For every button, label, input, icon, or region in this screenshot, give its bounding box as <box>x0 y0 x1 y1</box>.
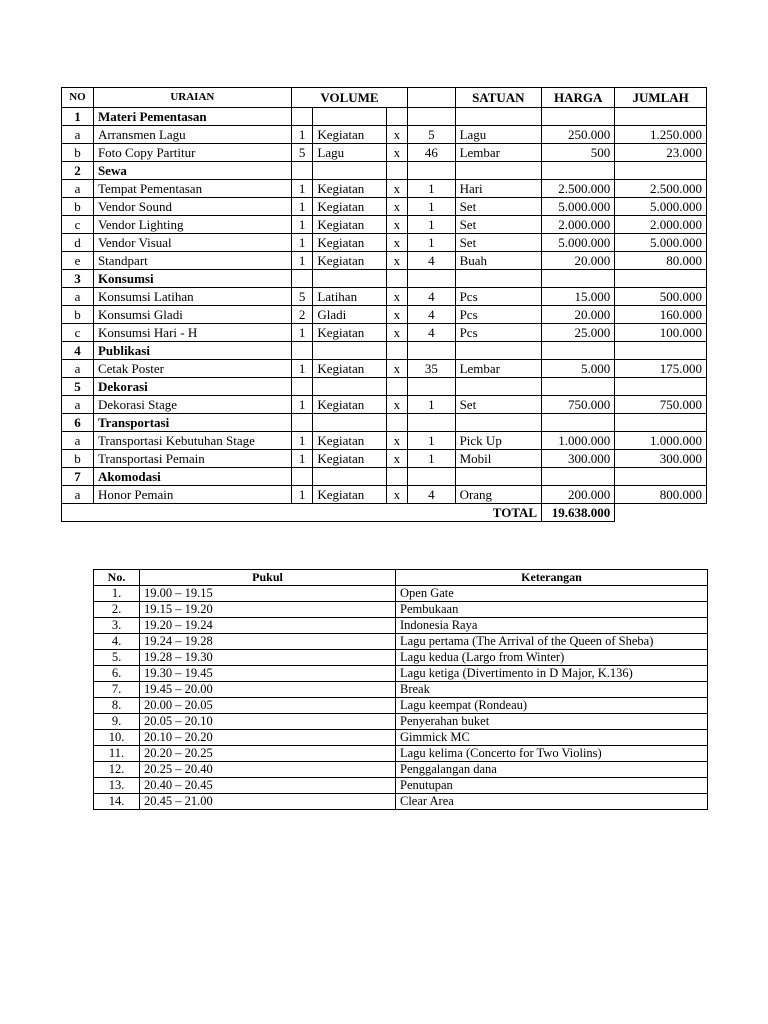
item-count: 4 <box>408 324 455 342</box>
empty-cell <box>542 468 615 486</box>
item-row <box>62 432 707 450</box>
section-row <box>62 414 707 432</box>
item-qty: 1 <box>291 180 313 198</box>
item-harga: 5.000.000 <box>542 198 615 216</box>
schedule-keterangan: Break <box>396 682 708 698</box>
schedule-row <box>94 746 708 762</box>
item-uraian: Transportasi Kebutuhan Stage <box>93 432 291 450</box>
empty-cell <box>455 414 542 432</box>
item-unit: Kegiatan <box>313 396 386 414</box>
header-harga: HARGA <box>542 88 615 108</box>
empty-cell <box>291 270 313 288</box>
budget-total-row <box>62 504 707 522</box>
schedule-pukul: 19.20 – 19.24 <box>140 618 396 634</box>
item-letter: e <box>62 252 94 270</box>
section-title: Sewa <box>93 162 291 180</box>
item-count: 4 <box>408 486 455 504</box>
item-times: x <box>386 288 408 306</box>
schedule-keterangan: Lagu keempat (Rondeau) <box>396 698 708 714</box>
empty-cell <box>408 108 455 126</box>
item-jumlah: 5.000.000 <box>615 234 707 252</box>
item-uraian: Transportasi Pemain <box>93 450 291 468</box>
schedule-row <box>94 650 708 666</box>
section-row <box>62 162 707 180</box>
section-number: 4 <box>62 342 94 360</box>
empty-cell <box>386 342 408 360</box>
item-uraian: Foto Copy Partitur <box>93 144 291 162</box>
item-letter: b <box>62 450 94 468</box>
item-jumlah: 500.000 <box>615 288 707 306</box>
item-count: 1 <box>408 216 455 234</box>
item-times: x <box>386 360 408 378</box>
item-jumlah: 5.000.000 <box>615 198 707 216</box>
schedule-no: 11. <box>94 746 140 762</box>
schedule-keterangan: Lagu pertama (The Arrival of the Queen of Sheba) <box>396 634 708 650</box>
item-satuan: Mobil <box>455 450 542 468</box>
item-letter: a <box>62 288 94 306</box>
item-unit: Kegiatan <box>313 126 386 144</box>
item-letter: a <box>62 486 94 504</box>
budget-header-row <box>62 88 707 108</box>
empty-cell <box>291 162 313 180</box>
item-count: 1 <box>408 432 455 450</box>
item-times: x <box>386 450 408 468</box>
section-number: 3 <box>62 270 94 288</box>
header-volume-extra <box>408 88 455 108</box>
item-row <box>62 216 707 234</box>
schedule-header-pukul: Pukul <box>140 570 396 586</box>
section-number: 2 <box>62 162 94 180</box>
item-unit: Kegiatan <box>313 486 386 504</box>
empty-cell <box>386 468 408 486</box>
item-unit: Kegiatan <box>313 234 386 252</box>
item-qty: 1 <box>291 234 313 252</box>
item-letter: a <box>62 432 94 450</box>
empty-cell <box>386 414 408 432</box>
item-qty: 1 <box>291 432 313 450</box>
schedule-keterangan: Indonesia Raya <box>396 618 708 634</box>
schedule-no: 10. <box>94 730 140 746</box>
item-qty: 1 <box>291 324 313 342</box>
empty-cell <box>542 270 615 288</box>
schedule-row <box>94 682 708 698</box>
budget-table <box>61 87 707 522</box>
schedule-row <box>94 794 708 810</box>
item-count: 5 <box>408 126 455 144</box>
item-times: x <box>386 324 408 342</box>
item-unit: Kegiatan <box>313 180 386 198</box>
item-harga: 500 <box>542 144 615 162</box>
schedule-pukul: 19.45 – 20.00 <box>140 682 396 698</box>
item-satuan: Set <box>455 396 542 414</box>
item-qty: 1 <box>291 252 313 270</box>
item-row <box>62 126 707 144</box>
item-harga: 20.000 <box>542 252 615 270</box>
item-jumlah: 300.000 <box>615 450 707 468</box>
schedule-keterangan: Penyerahan buket <box>396 714 708 730</box>
empty-cell <box>313 468 386 486</box>
item-uraian: Konsumsi Gladi <box>93 306 291 324</box>
schedule-row <box>94 666 708 682</box>
item-times: x <box>386 432 408 450</box>
item-harga: 750.000 <box>542 396 615 414</box>
schedule-keterangan: Pembukaan <box>396 602 708 618</box>
schedule-pukul: 20.10 – 20.20 <box>140 730 396 746</box>
schedule-pukul: 19.15 – 19.20 <box>140 602 396 618</box>
item-harga: 200.000 <box>542 486 615 504</box>
total-value: 19.638.000 <box>542 504 615 522</box>
item-times: x <box>386 180 408 198</box>
item-jumlah: 750.000 <box>615 396 707 414</box>
schedule-pukul: 19.28 – 19.30 <box>140 650 396 666</box>
header-uraian: URAIAN <box>93 88 291 108</box>
section-title: Konsumsi <box>93 270 291 288</box>
item-satuan: Lembar <box>455 144 542 162</box>
item-satuan: Set <box>455 198 542 216</box>
schedule-keterangan: Lagu kedua (Largo from Winter) <box>396 650 708 666</box>
item-letter: b <box>62 198 94 216</box>
schedule-row <box>94 618 708 634</box>
section-number: 7 <box>62 468 94 486</box>
schedule-header-no: No. <box>94 570 140 586</box>
empty-cell <box>386 378 408 396</box>
item-jumlah: 1.000.000 <box>615 432 707 450</box>
item-times: x <box>386 396 408 414</box>
item-unit: Kegiatan <box>313 432 386 450</box>
item-row <box>62 360 707 378</box>
schedule-keterangan: Lagu ketiga (Divertimento in D Major, K.136) <box>396 666 708 682</box>
header-no: NO <box>62 88 94 108</box>
item-times: x <box>386 198 408 216</box>
empty-cell <box>455 342 542 360</box>
item-uraian: Cetak Poster <box>93 360 291 378</box>
section-number: 5 <box>62 378 94 396</box>
empty-cell <box>615 414 707 432</box>
schedule-pukul: 19.30 – 19.45 <box>140 666 396 682</box>
empty-cell <box>313 342 386 360</box>
item-row <box>62 306 707 324</box>
item-qty: 1 <box>291 486 313 504</box>
section-row <box>62 270 707 288</box>
item-harga: 20.000 <box>542 306 615 324</box>
schedule-pukul: 20.00 – 20.05 <box>140 698 396 714</box>
empty-cell <box>615 468 707 486</box>
item-count: 46 <box>408 144 455 162</box>
empty-cell <box>291 108 313 126</box>
schedule-no: 13. <box>94 778 140 794</box>
schedule-no: 6. <box>94 666 140 682</box>
section-title: Akomodasi <box>93 468 291 486</box>
schedule-no: 4. <box>94 634 140 650</box>
section-row <box>62 342 707 360</box>
item-letter: c <box>62 216 94 234</box>
item-jumlah: 800.000 <box>615 486 707 504</box>
empty-cell <box>408 414 455 432</box>
section-title: Publikasi <box>93 342 291 360</box>
item-count: 1 <box>408 234 455 252</box>
schedule-no: 12. <box>94 762 140 778</box>
schedule-no: 8. <box>94 698 140 714</box>
schedule-keterangan: Lagu kelima (Concerto for Two Violins) <box>396 746 708 762</box>
schedule-no: 14. <box>94 794 140 810</box>
item-times: x <box>386 306 408 324</box>
item-letter: d <box>62 234 94 252</box>
empty-cell <box>542 414 615 432</box>
item-count: 1 <box>408 450 455 468</box>
item-row <box>62 180 707 198</box>
item-row <box>62 486 707 504</box>
section-row <box>62 108 707 126</box>
item-qty: 1 <box>291 198 313 216</box>
schedule-no: 9. <box>94 714 140 730</box>
empty-cell <box>615 162 707 180</box>
item-harga: 2.000.000 <box>542 216 615 234</box>
item-unit: Kegiatan <box>313 198 386 216</box>
item-unit: Kegiatan <box>313 360 386 378</box>
empty-cell <box>542 162 615 180</box>
item-satuan: Buah <box>455 252 542 270</box>
item-uraian: Dekorasi Stage <box>93 396 291 414</box>
item-unit: Gladi <box>313 306 386 324</box>
empty-cell <box>291 342 313 360</box>
empty-cell <box>313 378 386 396</box>
schedule-row <box>94 634 708 650</box>
schedule-row <box>94 778 708 794</box>
item-satuan: Set <box>455 234 542 252</box>
schedule-no: 3. <box>94 618 140 634</box>
schedule-row <box>94 762 708 778</box>
schedule-keterangan: Open Gate <box>396 586 708 602</box>
item-satuan: Lembar <box>455 360 542 378</box>
empty-cell <box>408 342 455 360</box>
item-harga: 300.000 <box>542 450 615 468</box>
item-count: 35 <box>408 360 455 378</box>
item-harga: 1.000.000 <box>542 432 615 450</box>
schedule-no: 1. <box>94 586 140 602</box>
schedule-keterangan: Clear Area <box>396 794 708 810</box>
schedule-row <box>94 698 708 714</box>
section-number: 6 <box>62 414 94 432</box>
item-row <box>62 324 707 342</box>
item-harga: 15.000 <box>542 288 615 306</box>
item-count: 1 <box>408 198 455 216</box>
item-harga: 5.000 <box>542 360 615 378</box>
item-harga: 5.000.000 <box>542 234 615 252</box>
item-satuan: Pcs <box>455 324 542 342</box>
empty-cell <box>386 108 408 126</box>
item-row <box>62 396 707 414</box>
item-times: x <box>386 126 408 144</box>
schedule-pukul: 20.45 – 21.00 <box>140 794 396 810</box>
empty-cell <box>542 378 615 396</box>
empty-cell <box>313 270 386 288</box>
item-qty: 1 <box>291 360 313 378</box>
item-jumlah: 2.000.000 <box>615 216 707 234</box>
section-title: Materi Pementasan <box>93 108 291 126</box>
schedule-pukul: 20.40 – 20.45 <box>140 778 396 794</box>
section-row <box>62 378 707 396</box>
empty-cell <box>455 468 542 486</box>
item-qty: 5 <box>291 144 313 162</box>
item-satuan: Hari <box>455 180 542 198</box>
item-times: x <box>386 216 408 234</box>
item-qty: 1 <box>291 216 313 234</box>
item-row <box>62 144 707 162</box>
item-satuan: Pcs <box>455 288 542 306</box>
item-count: 4 <box>408 288 455 306</box>
item-jumlah: 160.000 <box>615 306 707 324</box>
empty-cell <box>455 270 542 288</box>
empty-cell <box>455 162 542 180</box>
item-harga: 25.000 <box>542 324 615 342</box>
schedule-keterangan: Penggalangan dana <box>396 762 708 778</box>
item-letter: a <box>62 360 94 378</box>
item-uraian: Vendor Visual <box>93 234 291 252</box>
item-satuan: Pick Up <box>455 432 542 450</box>
item-uraian: Tempat Pementasan <box>93 180 291 198</box>
item-jumlah: 2.500.000 <box>615 180 707 198</box>
item-satuan: Lagu <box>455 126 542 144</box>
schedule-pukul: 19.00 – 19.15 <box>140 586 396 602</box>
item-harga: 2.500.000 <box>542 180 615 198</box>
item-letter: a <box>62 180 94 198</box>
empty-cell <box>291 468 313 486</box>
section-row <box>62 468 707 486</box>
empty-cell <box>615 270 707 288</box>
total-label: TOTAL <box>62 504 542 522</box>
item-jumlah: 175.000 <box>615 360 707 378</box>
item-jumlah: 1.250.000 <box>615 126 707 144</box>
schedule-row <box>94 602 708 618</box>
empty-cell <box>313 162 386 180</box>
empty-cell <box>386 270 408 288</box>
item-times: x <box>386 234 408 252</box>
item-satuan: Pcs <box>455 306 542 324</box>
header-volume: VOLUME <box>291 88 407 108</box>
item-jumlah: 80.000 <box>615 252 707 270</box>
schedule-pukul: 20.25 – 20.40 <box>140 762 396 778</box>
empty-cell <box>408 468 455 486</box>
item-count: 4 <box>408 252 455 270</box>
item-letter: b <box>62 144 94 162</box>
item-unit: Latihan <box>313 288 386 306</box>
empty-cell <box>313 414 386 432</box>
item-satuan: Orang <box>455 486 542 504</box>
section-title: Transportasi <box>93 414 291 432</box>
empty-cell <box>313 108 386 126</box>
item-letter: a <box>62 396 94 414</box>
item-jumlah: 100.000 <box>615 324 707 342</box>
empty-cell <box>408 162 455 180</box>
item-satuan: Set <box>455 216 542 234</box>
item-uraian: Vendor Lighting <box>93 216 291 234</box>
section-number: 1 <box>62 108 94 126</box>
schedule-header-row <box>94 570 708 586</box>
header-satuan: SATUAN <box>455 88 542 108</box>
item-letter: a <box>62 126 94 144</box>
empty-cell <box>615 342 707 360</box>
item-unit: Kegiatan <box>313 252 386 270</box>
item-qty: 1 <box>291 396 313 414</box>
item-times: x <box>386 144 408 162</box>
empty-cell <box>455 378 542 396</box>
item-jumlah: 23.000 <box>615 144 707 162</box>
schedule-pukul: 20.05 – 20.10 <box>140 714 396 730</box>
item-unit: Kegiatan <box>313 216 386 234</box>
item-uraian: Vendor Sound <box>93 198 291 216</box>
schedule-no: 7. <box>94 682 140 698</box>
item-uraian: Standpart <box>93 252 291 270</box>
empty-cell <box>542 342 615 360</box>
item-letter: b <box>62 306 94 324</box>
schedule-table <box>93 569 708 810</box>
item-uraian: Konsumsi Hari - H <box>93 324 291 342</box>
schedule-body <box>94 586 708 810</box>
schedule-keterangan: Gimmick MC <box>396 730 708 746</box>
empty-cell <box>615 108 707 126</box>
item-unit: Kegiatan <box>313 450 386 468</box>
item-row <box>62 198 707 216</box>
item-uraian: Arransmen Lagu <box>93 126 291 144</box>
item-count: 1 <box>408 396 455 414</box>
empty-cell <box>408 378 455 396</box>
item-unit: Lagu <box>313 144 386 162</box>
section-title: Dekorasi <box>93 378 291 396</box>
schedule-pukul: 19.24 – 19.28 <box>140 634 396 650</box>
item-count: 4 <box>408 306 455 324</box>
schedule-row <box>94 586 708 602</box>
empty-cell <box>386 162 408 180</box>
schedule-row <box>94 714 708 730</box>
empty-cell <box>291 414 313 432</box>
empty-cell <box>408 270 455 288</box>
item-qty: 2 <box>291 306 313 324</box>
item-times: x <box>386 252 408 270</box>
item-times: x <box>386 486 408 504</box>
item-uraian: Honor Pemain <box>93 486 291 504</box>
schedule-no: 5. <box>94 650 140 666</box>
item-unit: Kegiatan <box>313 324 386 342</box>
item-row <box>62 234 707 252</box>
header-jumlah: JUMLAH <box>615 88 707 108</box>
item-row <box>62 252 707 270</box>
budget-body <box>62 108 707 504</box>
item-uraian: Konsumsi Latihan <box>93 288 291 306</box>
item-row <box>62 288 707 306</box>
empty-cell <box>615 378 707 396</box>
schedule-no: 2. <box>94 602 140 618</box>
item-qty: 1 <box>291 450 313 468</box>
empty-cell <box>455 108 542 126</box>
empty-cell <box>291 378 313 396</box>
item-qty: 5 <box>291 288 313 306</box>
item-row <box>62 450 707 468</box>
schedule-keterangan: Penutupan <box>396 778 708 794</box>
schedule-header-keterangan: Keterangan <box>396 570 708 586</box>
schedule-row <box>94 730 708 746</box>
item-letter: c <box>62 324 94 342</box>
empty-cell <box>542 108 615 126</box>
item-qty: 1 <box>291 126 313 144</box>
schedule-pukul: 20.20 – 20.25 <box>140 746 396 762</box>
item-count: 1 <box>408 180 455 198</box>
item-harga: 250.000 <box>542 126 615 144</box>
